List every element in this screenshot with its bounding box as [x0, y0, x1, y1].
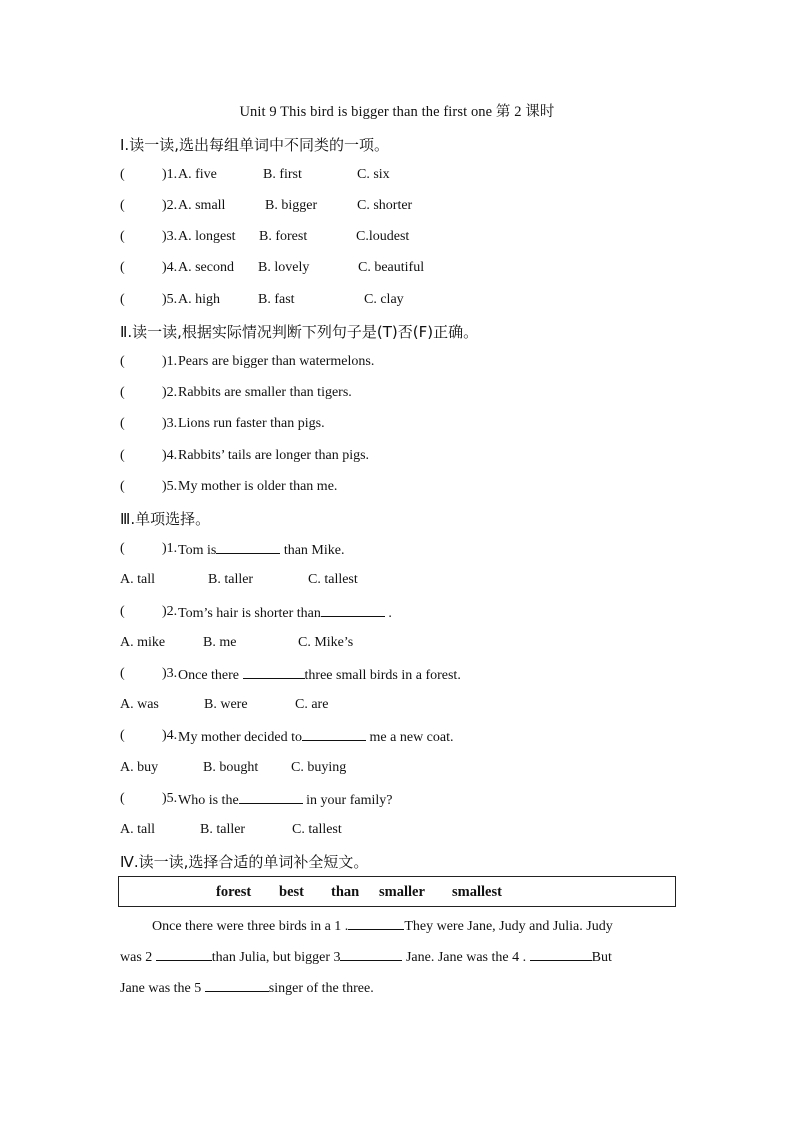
passage-line-1: [152, 915, 613, 937]
passage-text: Jane was the 5: [120, 981, 205, 996]
answer-paren[interactable]: (: [120, 541, 125, 556]
passage-text: was 2: [120, 950, 156, 965]
option-b: B. first: [263, 167, 302, 182]
answer-blank-4[interactable]: [530, 946, 592, 961]
question-text-pre: Tom’s hair is shorter than: [178, 606, 321, 621]
question-text-post: .: [384, 606, 392, 621]
option-b: B. forest: [259, 229, 308, 244]
option-a: A. mike: [120, 635, 166, 650]
option-c: C. shorter: [357, 198, 413, 213]
option-b: B. taller: [200, 822, 246, 837]
s1-question-5: [120, 290, 404, 310]
s3-question-1: [120, 539, 345, 559]
section-3-heading: Ⅲ.单项选择。: [120, 510, 211, 528]
option-c: C. are: [295, 697, 329, 712]
option-c: C.loudest: [356, 229, 410, 244]
question-number: )2.: [162, 604, 178, 619]
passage-text: Jane. Jane was the 4 .: [402, 950, 530, 965]
word-bank-item: smallest: [452, 884, 502, 900]
question-text-post: than Mike.: [280, 543, 345, 558]
s3-question-5: [120, 789, 393, 809]
question-number: )1.: [162, 167, 178, 182]
option-c: C. tallest: [292, 822, 342, 837]
option-a: A. small: [178, 198, 226, 213]
option-c: C. clay: [364, 292, 404, 307]
statement-text: Pears are bigger than watermelons.: [178, 354, 375, 369]
passage-text: Once there were three birds in a 1 .: [152, 919, 349, 934]
option-a: A. buy: [120, 760, 159, 775]
answer-paren[interactable]: (: [120, 167, 125, 182]
answer-paren[interactable]: (: [120, 229, 125, 244]
question-text-post: three small birds in a forest.: [304, 668, 461, 683]
passage-text: They were Jane, Judy and Julia. Judy: [404, 919, 613, 934]
option-c: C. tallest: [308, 572, 358, 587]
s3-question-4: [120, 726, 454, 746]
question-text-post: me a new coat.: [366, 730, 454, 745]
answer-blank-2[interactable]: [156, 946, 212, 961]
statement-text: Rabbits’ tails are longer than pigs.: [178, 448, 370, 463]
answer-paren[interactable]: (: [120, 385, 125, 400]
s1-question-4: [120, 258, 425, 278]
option-a: A. longest: [178, 229, 236, 244]
s2-statement-4: [120, 446, 370, 466]
passage-text: But: [591, 950, 612, 965]
question-text: [178, 664, 461, 686]
question-text-post: in your family?: [302, 793, 393, 808]
question-number: )3.: [162, 229, 178, 244]
passage-line-2: [120, 946, 612, 968]
answer-blank[interactable]: [216, 539, 280, 554]
question-number: )4.: [162, 448, 178, 463]
s1-question-1: [120, 165, 390, 185]
option-b: B. bigger: [265, 198, 318, 213]
question-number: )1.: [162, 541, 178, 556]
answer-paren[interactable]: (: [120, 354, 125, 369]
answer-paren[interactable]: (: [120, 604, 125, 619]
question-text-pre: Once there: [178, 668, 243, 683]
answer-paren[interactable]: (: [120, 292, 125, 307]
passage-line-3: [120, 977, 374, 999]
answer-blank-3[interactable]: [340, 946, 402, 961]
question-text: [178, 539, 344, 561]
question-number: )5.: [162, 791, 178, 806]
word-bank-item: than: [331, 884, 360, 900]
answer-blank-1[interactable]: [348, 915, 404, 930]
question-text: [178, 789, 392, 811]
s2-statement-5: [120, 477, 338, 497]
question-number: )3.: [162, 666, 178, 681]
answer-blank[interactable]: [239, 789, 303, 804]
question-text: [178, 726, 454, 748]
question-number: )3.: [162, 416, 178, 431]
passage-text: than Julia, but bigger 3: [211, 950, 341, 965]
option-b: B. taller: [208, 572, 254, 587]
section-2-heading: Ⅱ.读一读,根据实际情况判断下列句子是(T)否(F)正确。: [120, 323, 479, 341]
option-b: B. lovely: [258, 260, 310, 275]
page-title: Unit 9 This bird is bigger than the first one 第 2 课时: [239, 104, 555, 120]
section-1-heading: Ⅰ.读一读,选出每组单词中不同类的一项。: [120, 136, 389, 154]
option-a: A. was: [120, 697, 159, 712]
answer-paren[interactable]: (: [120, 198, 125, 213]
answer-blank[interactable]: [321, 602, 385, 617]
s2-statement-1: [120, 352, 375, 372]
question-number: )5.: [162, 292, 178, 307]
s1-question-2: [120, 196, 413, 216]
question-text-pre: My mother decided to: [178, 730, 303, 745]
s1-question-3: [120, 227, 410, 247]
statement-text: Rabbits are smaller than tigers.: [178, 385, 352, 400]
option-a: A. tall: [120, 572, 155, 587]
option-a: A. second: [178, 260, 234, 275]
option-b: B. fast: [258, 292, 295, 307]
answer-paren[interactable]: (: [120, 416, 125, 431]
answer-blank[interactable]: [302, 726, 366, 741]
question-number: )5.: [162, 479, 178, 494]
word-bank-box: [118, 876, 676, 907]
word-bank-item: smaller: [379, 884, 425, 900]
option-c: C. six: [357, 167, 390, 182]
passage-text: singer of the three.: [268, 981, 374, 996]
option-c: C. Mike’s: [298, 635, 354, 650]
answer-paren[interactable]: (: [120, 260, 125, 275]
statement-text: My mother is older than me.: [178, 479, 338, 494]
s2-statement-3: [120, 414, 325, 434]
answer-paren[interactable]: (: [120, 448, 125, 463]
word-bank-item: best: [279, 884, 304, 900]
question-number: )4.: [162, 260, 178, 275]
question-number: )4.: [162, 728, 178, 743]
option-c: C. buying: [291, 760, 347, 775]
s2-statement-2: [120, 383, 352, 403]
s3-question-3: [120, 664, 461, 684]
option-a: A. tall: [120, 822, 155, 837]
question-text: [178, 602, 392, 624]
option-b: B. were: [204, 697, 248, 712]
option-b: B. me: [203, 635, 237, 650]
option-a: A. high: [178, 292, 220, 307]
statement-text: Lions run faster than pigs.: [178, 416, 325, 431]
answer-paren[interactable]: (: [120, 479, 125, 494]
answer-paren[interactable]: (: [120, 728, 125, 743]
section-4-heading: Ⅳ.读一读,选择合适的单词补全短文。: [120, 853, 369, 871]
question-text-pre: Who is the: [178, 793, 239, 808]
question-number: )2.: [162, 198, 178, 213]
option-a: A. five: [178, 167, 217, 182]
word-bank-item: forest: [216, 884, 252, 900]
answer-blank[interactable]: [243, 664, 305, 679]
question-text-pre: Tom is: [178, 543, 217, 558]
option-c: C. beautiful: [358, 260, 425, 275]
answer-paren[interactable]: (: [120, 666, 125, 681]
question-number: )1.: [162, 354, 178, 369]
s3-question-2: [120, 602, 392, 622]
answer-paren[interactable]: (: [120, 791, 125, 806]
question-number: )2.: [162, 385, 178, 400]
answer-blank-5[interactable]: [205, 977, 269, 992]
option-b: B. bought: [203, 760, 259, 775]
